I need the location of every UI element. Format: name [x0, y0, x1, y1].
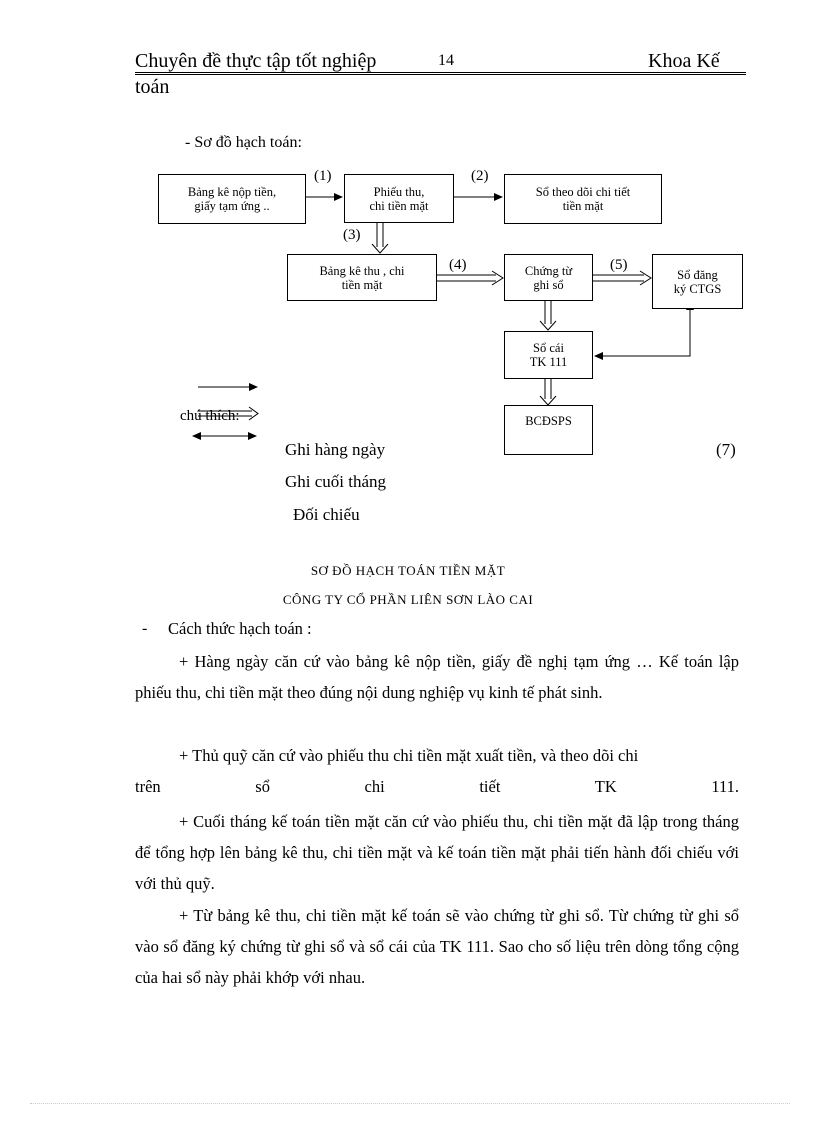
paragraph-2: [135, 740, 739, 802]
box-b4-line1: Bảng kê thu , chi: [319, 263, 405, 278]
step-label-3: (3): [343, 227, 361, 243]
page-bottom-divider: [30, 1103, 790, 1104]
caption-line-1: SƠ ĐỒ HẠCH TOÁN TIỀN MẶT: [310, 563, 506, 578]
box-phieu-thu-chi: [344, 174, 454, 223]
legend-reconcile: Đối chiếu: [293, 505, 360, 524]
paragraph-1-text: + Hàng ngày căn cứ vào bảng kê nộp tiền, giấy đề nghị tạm ứng … Kế toán lập phiếu thu, chi tiền mặt theo đúng nội dung nghiệp vụ kinh tế phát sinh.: [135, 652, 739, 702]
legend-monthly: Ghi cuối tháng: [285, 472, 387, 491]
paragraph-2a-text: + Thủ quỹ căn cứ vào phiếu thu chi tiền mặt xuất tiền, và theo dõi chi: [179, 746, 639, 765]
box-chung-tu-ghi-so: [504, 254, 593, 301]
caption-line-2: CÔNG TY CỔ PHẦN LIÊN SƠN LÀO CAI: [282, 592, 534, 607]
section-label: - Sơ đồ hạch toán:: [185, 134, 302, 151]
box-b1-line1: Bảng kê nộp tiền,: [187, 185, 277, 199]
step-label-4: (4): [449, 257, 467, 273]
box-so-dang-ky-ctgs: [652, 254, 743, 309]
box-bang-ke-nop-tien: [158, 174, 306, 224]
header-left: Chuyên đề thực tập tốt nghiệp: [135, 50, 377, 72]
paragraph-2b-text: trên sổ chi tiết TK 111.: [135, 777, 739, 796]
page-number: 14: [438, 52, 454, 69]
step-label-7: (7): [716, 440, 736, 459]
box-b7-line1: Sổ cái: [533, 341, 564, 355]
box-b6-line2: ký CTGS: [673, 281, 722, 296]
paragraph-3-text: + Cuối tháng kế toán tiền mặt căn cứ vào phiếu thu, chi tiền mặt đã lập trong tháng để tổng hợp lên bảng kê thu, chi tiền mặt và kế toán tiền mặt phải tiến hành đối chiếu với với thủ quỹ.: [135, 812, 739, 893]
box-b1-line2: giấy tạm ứng ..: [194, 199, 270, 213]
method-heading: Cách thức hạch toán :: [168, 619, 312, 638]
paragraph-3: [135, 806, 739, 899]
box-b8-line1: BCĐSPS: [525, 414, 572, 428]
header-right: Khoa Kế: [648, 50, 720, 72]
step-label-5: (5): [610, 257, 628, 273]
paragraph-1: [135, 646, 739, 708]
header-continuation: toán: [135, 76, 170, 98]
box-so-cai-tk111: [504, 331, 593, 379]
method-bullet: -: [142, 620, 148, 637]
paragraph-4-text: + Từ bảng kê thu, chi tiền mặt kế toán sẽ vào chứng từ ghi sổ. Từ chứng từ ghi sổ vào sổ đăng ký chứng từ ghi sổ và sổ cái của TK 111. Sao cho số liệu trên dòng tổng cộng của hai sổ này phải khớp với nhau.: [135, 906, 739, 987]
legend-title: chú thích:: [180, 408, 240, 424]
box-b5-line1: Chứng từ: [524, 263, 573, 278]
box-b6-line1: Sổ đăng: [677, 267, 718, 282]
box-b2-line2: chi tiền mặt: [369, 198, 429, 213]
paragraph-4: [135, 900, 739, 993]
box-b7-line2: TK 111: [529, 355, 568, 369]
box-bcdsps: [504, 405, 593, 455]
box-bang-ke-thu-chi: [287, 254, 437, 301]
box-b4-line2: tiền mặt: [341, 277, 383, 292]
step-label-2: (2): [471, 168, 489, 184]
box-b3-line1: Sổ theo dõi chi tiết: [535, 185, 631, 199]
box-so-theo-doi-chi-tiet: [504, 174, 662, 224]
legend-daily: Ghi hàng ngày: [285, 440, 386, 459]
box-b5-line2: ghi sổ: [533, 277, 564, 292]
box-b2-line1: Phiếu thu,: [373, 184, 425, 199]
box-b3-line2: tiền mặt: [562, 199, 604, 213]
step-label-1: (1): [314, 168, 332, 184]
